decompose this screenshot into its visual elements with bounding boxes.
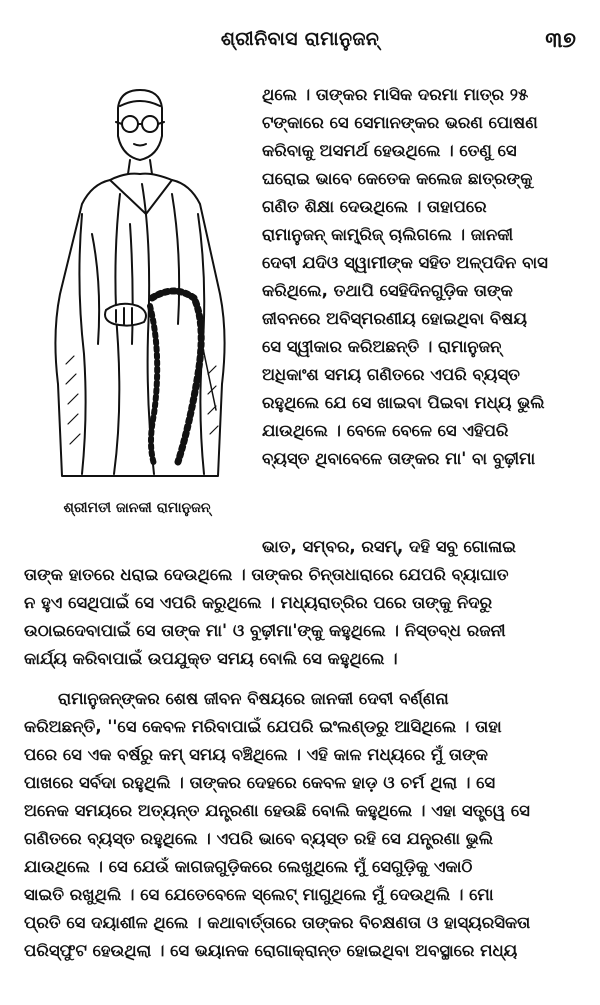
text-line: ସାଇତି ରଖୁଥିଲି । ସେ ଯେତେବେଳେ ସ୍ଲେଟ୍ ମାଗୁଥିଲେ ମୁଁ ଦେଉଥିଲି । ମୋ [24, 885, 494, 904]
figure-caption: ଶ୍ରୀମତୀ ଜାନକୀ ରାମାନୁଜନ୍ [63, 500, 211, 516]
text-line: ଘରୋଇ ଭାବେ କେତେକ କଲେଜ ଛାତ୍ରଙ୍କୁ [262, 169, 533, 188]
text-line: ଯାଉଥିଲେ । ବେଳେ ବେଳେ ସେ ଏହିପରି [262, 421, 509, 440]
text-line: ପାଖରେ ସର୍ବଦା ରହୁଥିଲି । ତାଙ୍କର ଦେହରେ କେବଳ ହାଡ଼ ଓ ଚର୍ମ ଥିଲା । ସେ [24, 773, 496, 792]
text-line: ଦେବୀ ଯଦିଓ ସ୍ୱାମୀଙ୍କ ସହିତ ଅଳ୍ପଦିନ ବାସ [262, 253, 548, 272]
paragraph-start-line: ରାମାନୁଜନ୍‌ଙ୍କର ଶେଷ ଜୀବନ ବିଷୟରେ ଜାନକୀ ଦେବୀ ବର୍ଣ୍ଣନା [58, 689, 449, 708]
text-line: ସେ ସ୍ୱୀକାର କରିଅଛନ୍ତି । ରାମାନୁଜନ୍ [262, 337, 502, 356]
text-line: ଥିଲେ । ତାଙ୍କର ମାସିକ ଦରମା ମାତ୍ର ୨୫ [262, 85, 529, 104]
text-line: ଯାଉଥିଲେ । ସେ ଯେଉଁ କାଗଜଗୁଡ଼ିକରେ ଲେଖୁଥିଲେ ମୁଁ ସେଗୁଡ଼ିକୁ ଏକାଠି [24, 857, 473, 876]
text-line: ଗଣିତ ଶିକ୍ଷା ଦେଉଥିଲେ । ତାହାପରେ [262, 197, 487, 216]
text-line: ରହୁଥିଲେ ଯେ ସେ ଖାଇବା ପିଇବା ମଧ୍ୟ ଭୁଲି [262, 393, 545, 412]
page-number: ୩୭ [545, 28, 576, 53]
text-line: ଟଙ୍କାରେ ସେ ସେମାନଙ୍କର ଭରଣ ପୋଷଣ [262, 113, 538, 132]
text-line: ବ୍ୟସ୍ତ ଥିବାବେଳେ ତାଙ୍କର ମା' ବା ବୁଢ଼ୀମା [262, 449, 536, 468]
text-line: ପରିସ୍ଫୁଟ ହେଉଥିଲା । ସେ ଭୟାନକ ରୋଗାକ୍ରାନ୍ତ ହୋଇଥିବା ଅବସ୍ଥାରେ ମଧ୍ୟ [24, 941, 518, 960]
text-line: ଭାତ, ସମ୍ବର, ରସମ୍, ଦହି ସବୁ ଗୋଳାଇ [262, 537, 516, 556]
running-title: ଶ୍ରୀନିବାସ ରାମାନୁଜନ୍ [220, 28, 380, 50]
text-line: ଉଠାଇଦେବାପାଇଁ ସେ ତାଙ୍କ ମା' ଓ ବୁଢ଼ୀମା'ଙ୍କୁ କହୁଥିଲେ । ନିସ୍ତବ୍ଧ ରଜନୀ [24, 621, 506, 640]
text-line: ଅନେକ ସମୟରେ ଅତ୍ୟନ୍ତ ଯନ୍ତ୍ରଣା ହେଉଛି ବୋଲି କହୁଥିଲେ । ଏହା ସତ୍ତ୍ୱେ ସେ [24, 801, 530, 820]
text-line: କରିଅଛନ୍ତି, ''ସେ କେବଳ ମରିବାପାଇଁ ଯେପରି ଇଂଲଣ୍ଡରୁ ଆସିଥିଲେ । ତାହା [24, 717, 502, 736]
text-line: କାର୍ଯ୍ୟ କରିବାପାଇଁ ଉପଯୁକ୍ତ ସମୟ ବୋଲି ସେ କହୁଥିଲେ । [24, 649, 398, 668]
text-line: ନ ହୁଏ ସେଥିପାଇଁ ସେ ଏପରି କରୁଥିଲେ । ମଧ୍ୟରାତ୍ରିର ପରେ ତାଙ୍କୁ ନିଦରୁ [24, 593, 493, 612]
text-line: ଗଣିତରେ ବ୍ୟସ୍ତ ରହୁଥିଲେ । ଏପରି ଭାବେ ବ୍ୟସ୍ତ ରହି ସେ ଯନ୍ତ୍ରଣା ଭୁଲି [24, 829, 494, 848]
text-line: ପ୍ରତି ସେ ଦୟାଶୀଳ ଥିଲେ । କଥାବାର୍ତ୍ତାରେ ତାଙ୍କର ବିଚକ୍ଷଣତା ଓ ହାସ୍ୟରସିକତା [24, 913, 531, 932]
text-line: କରିବାକୁ ଅସମର୍ଥ ହେଉଥିଲେ । ତେଣୁ ସେ [262, 141, 517, 160]
text-line: ପରେ ସେ ଏକ ବର୍ଷରୁ କମ୍ ସମୟ ବଞ୍ଚିଥିଲେ । ଏହି କାଳ ମଧ୍ୟରେ ମୁଁ ତାଙ୍କ [24, 745, 488, 764]
text-line: ତାଙ୍କ ହାତରେ ଧରାଇ ଦେଉଥିଲେ । ତାଙ୍କର ଚିନ୍ତାଧାରାରେ ଯେପରି ବ୍ୟାଘାତ [24, 565, 509, 584]
text-line: ଅଧିକାଂଶ ସମୟ ଗଣିତରେ ଏପରି ବ୍ୟସ୍ତ [262, 365, 520, 384]
text-line: ରାମାନୁଜନ୍ କାମ୍ବ୍ରିଜ୍ ଚାଲିଗଲେ । ଜାନକୀ [262, 225, 514, 244]
text-line: କରିଥିଲେ, ତଥାପି ସେହିଦିନଗୁଡ଼ିକ ତାଙ୍କ [262, 281, 513, 300]
text-line: ଜୀବନରେ ଅବିସ୍ମରଣୀୟ ହୋଇଥିବା ବିଷୟ [262, 309, 527, 328]
